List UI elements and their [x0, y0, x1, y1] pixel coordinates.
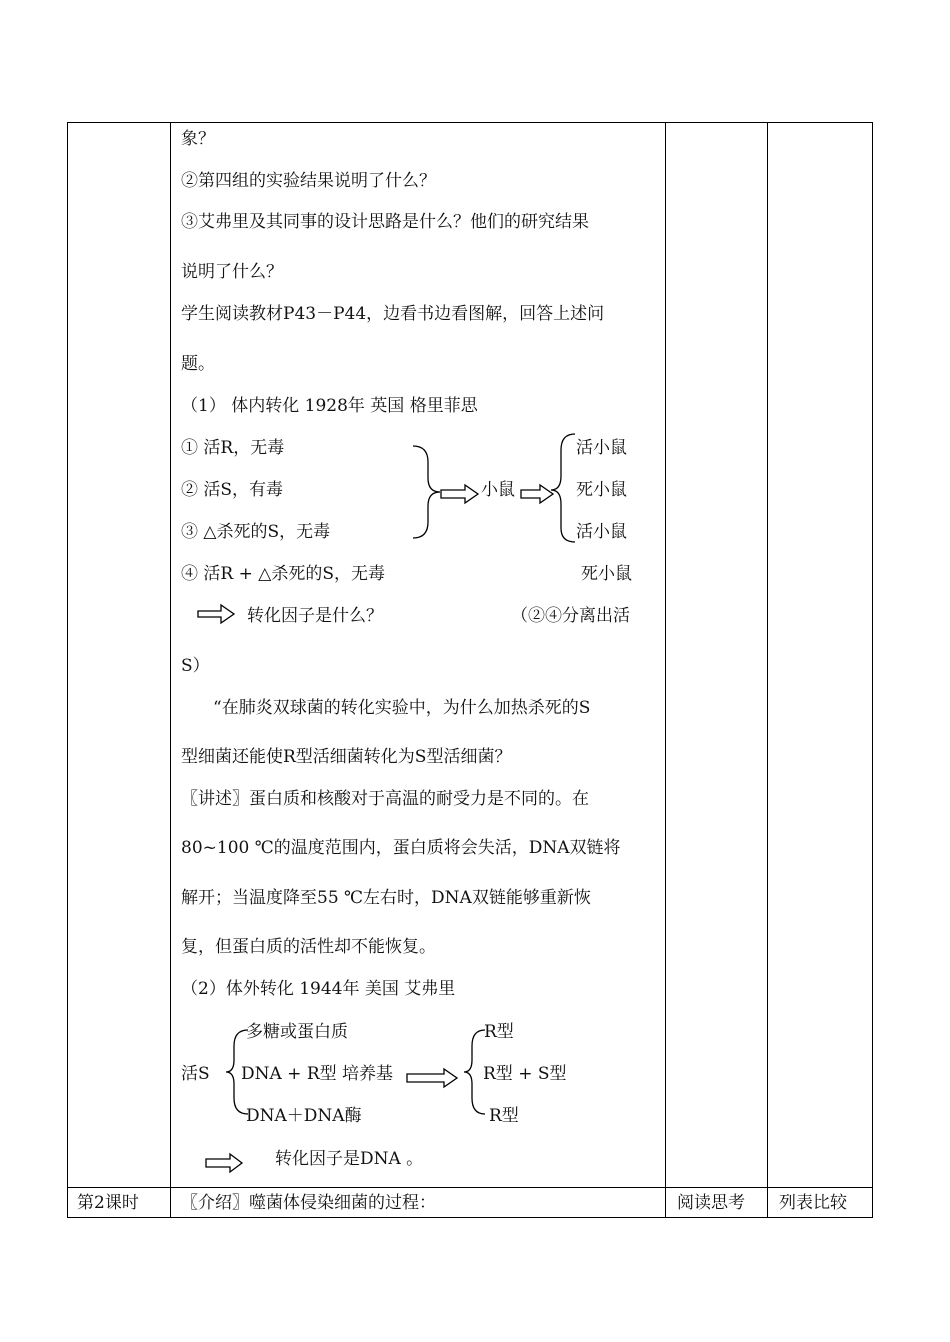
group-1: ① 活R，无毒 — [181, 438, 285, 458]
lesson-number: 第2课时 — [77, 1193, 139, 1213]
question-3-line-2: 说明了什么？ — [181, 262, 283, 282]
input-2: DNA + R型 培养基 — [241, 1064, 394, 1084]
lecture-line-3: 解开；当温度降至55 ℃左右时，DNA双链能够重新恢 — [181, 888, 591, 908]
output-1: R型 — [484, 1022, 514, 1042]
brace-groups-icon — [413, 446, 440, 538]
factor-answer: 转化因子是DNA 。 — [275, 1149, 424, 1169]
live-s-label: 活S — [181, 1064, 210, 1084]
group-4: ④ 活R + △杀死的S，无毒 — [181, 564, 385, 584]
result-1: 活小鼠 — [576, 438, 627, 458]
question-3-line-1: ③艾弗里及其同事的设计思路是什么？他们的研究结果 — [181, 212, 589, 232]
section-in-vivo-heading: （1） 体内转化 1928年 英国 格里菲思 — [181, 396, 478, 416]
input-1: 多糖或蛋白质 — [246, 1022, 348, 1042]
reading-line-2: 题。 — [181, 354, 215, 374]
lecture-line-1: 〖讲述〗蛋白质和核酸对于高温的耐受力是不同的。在 — [181, 789, 589, 809]
separation-note-line-1: （②④分离出活 — [511, 606, 630, 626]
arrow-factor-question-icon — [198, 605, 234, 623]
section-in-vitro-heading: （2）体外转化 1944年 美国 艾弗里 — [181, 979, 456, 999]
lesson-intro: 〖介绍〗噬菌体侵染细菌的过程： — [181, 1193, 436, 1213]
arrow-to-results-icon — [521, 485, 553, 503]
group-2: ② 活S，有毒 — [181, 480, 284, 500]
brace-inputs-icon — [226, 1030, 248, 1114]
arrow-culture-icon — [407, 1069, 457, 1087]
separation-note-line-2: S） — [181, 656, 210, 676]
question-2: ②第四组的实验结果说明了什么？ — [181, 171, 436, 191]
factor-question: 转化因子是什么？ — [247, 606, 383, 626]
lecture-line-2: 80~100 ℃的温度范围内，蛋白质将会失活，DNA双链将 — [181, 838, 621, 858]
brace-outputs-icon — [464, 1030, 485, 1114]
input-3: DNA＋DNA酶 — [246, 1106, 362, 1126]
result-3: 活小鼠 — [576, 522, 627, 542]
question-1-end: 象？ — [181, 129, 215, 149]
arrow-factor-answer-icon — [206, 1154, 242, 1172]
quote-line-2: 型细菌还能使R型活细菌转化为S型活细菌？ — [181, 747, 512, 767]
reading-line-1: 学生阅读教材P43－P44，边看书边看图解，回答上述问 — [181, 304, 605, 324]
output-2: R型 + S型 — [483, 1064, 567, 1084]
arrow-to-mouse-icon — [441, 485, 478, 503]
brace-results-icon — [551, 434, 575, 542]
group-3: ③ △杀死的S，无毒 — [181, 522, 331, 542]
mouse-label: 小鼠 — [481, 480, 515, 500]
result-4: 死小鼠 — [581, 564, 632, 584]
output-3: R型 — [489, 1106, 519, 1126]
student-activity: 阅读思考 — [677, 1193, 745, 1213]
quote-line-1: “在肺炎双球菌的转化实验中，为什么加热杀死的S — [213, 698, 591, 718]
lecture-line-4: 复，但蛋白质的活性却不能恢复。 — [181, 937, 436, 957]
method: 列表比较 — [779, 1193, 847, 1213]
result-2: 死小鼠 — [576, 480, 627, 500]
